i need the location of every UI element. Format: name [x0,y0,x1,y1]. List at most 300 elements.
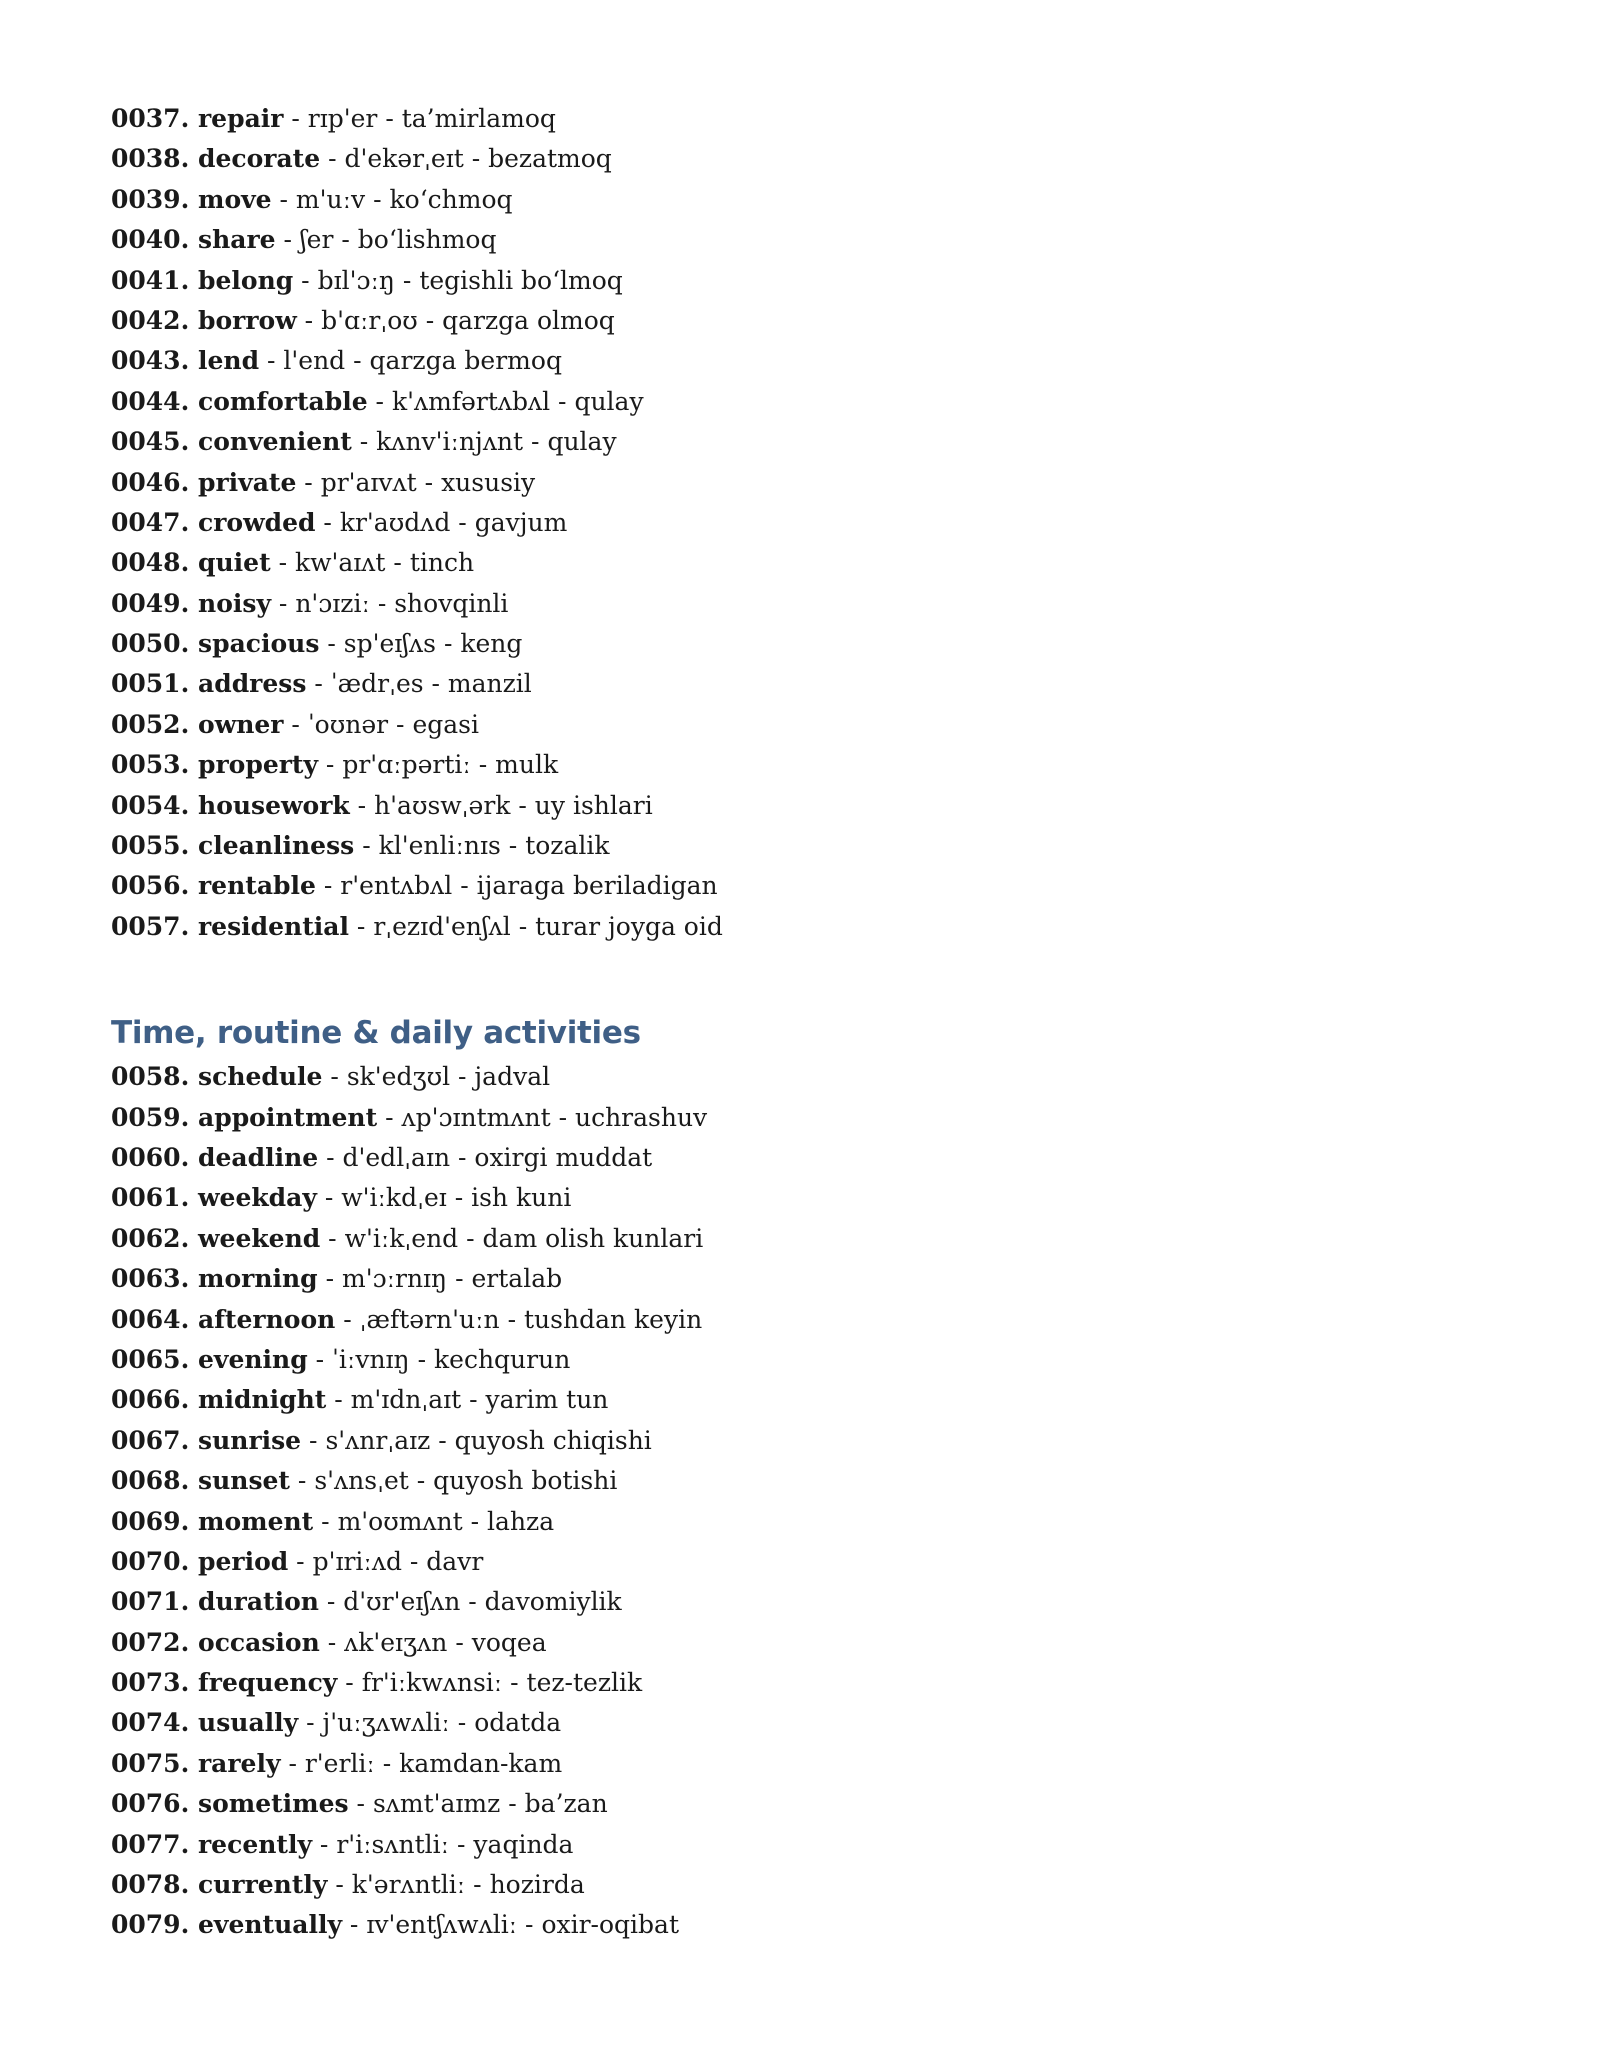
entry-translation: ijaraga beriladigan [476,871,718,901]
entry-translation: turar joyga oid [535,911,723,941]
entry-word: quiet [198,548,271,578]
separator: - [271,184,296,214]
vocab-entry [111,745,1211,785]
entry-word: occasion [198,1627,320,1657]
entry-headword [111,1103,377,1132]
entry-number: 0042. [111,305,190,335]
vocab-entry [111,1219,1211,1259]
vocab-entry [111,1300,1211,1340]
entry-translation: voqea [471,1627,547,1657]
entry-number: 0055. [111,831,190,861]
entry-pronunciation: d'ʊr'eɪʃʌn [343,1587,461,1617]
entry-headword [111,1466,290,1495]
entry-headword [111,669,306,698]
entry-number: 0075. [111,1748,190,1778]
separator: - [349,790,375,820]
separator: - [502,1668,527,1698]
entry-number: 0069. [111,1506,190,1536]
entry-word: schedule [198,1062,323,1092]
separator: - [416,467,442,497]
vocab-entry [111,1098,1211,1138]
entry-headword [111,387,368,416]
entry-number: 0076. [111,1789,190,1819]
separator: - [318,1587,344,1617]
entry-pronunciation: sp'eɪʃʌs [343,629,437,659]
entry-headword [111,185,272,214]
entry-translation: tegishli bo‘lmoq [419,265,623,295]
entry-pronunciation: b'ɑːrˌoʊ [321,305,418,335]
entry-word: moment [198,1506,314,1536]
vocab-entry [111,1623,1211,1663]
vocab-entry [111,1461,1211,1501]
entry-word: noisy [198,588,271,618]
entry-word: belong [198,265,294,295]
entry-pronunciation: w'iːkdˌeɪ [341,1183,447,1213]
separator: - [270,548,295,578]
separator: - [510,911,536,941]
entry-translation: ertalab [471,1264,563,1294]
entry-translation: xususiy [441,467,536,497]
entry-number: 0070. [111,1546,190,1576]
entry-headword [111,1628,320,1657]
entry-headword [111,1668,337,1697]
entry-translation: oxir-oqibat [541,1910,680,1940]
entry-word: weekend [198,1223,321,1253]
vocab-entry [111,1825,1211,1865]
vocab-entry [111,826,1211,866]
entry-pronunciation: ˌæftərn'uːn [359,1304,500,1334]
separator: - [319,629,344,659]
entry-pronunciation: ˈoʊnər [307,709,389,739]
entry-translation: ko‘chmoq [389,184,513,214]
vocab-entry [111,382,1211,422]
separator: - [436,629,461,659]
section-title: Time, routine & daily activities [111,1015,641,1052]
vocab-entry [111,705,1211,745]
entry-translation: dam olish kunlari [482,1223,704,1253]
entry-headword [111,1062,322,1091]
entry-translation: ba’zan [524,1789,608,1819]
separator: - [447,1264,472,1294]
vocab-entry [111,584,1211,624]
entry-translation: uy ishlari [534,790,653,820]
separator: - [296,305,322,335]
entry-pronunciation: k'ərʌntliː [351,1870,466,1900]
entry-number: 0060. [111,1142,190,1172]
entry-number: 0072. [111,1627,190,1657]
entry-headword [111,1345,308,1374]
entry-translation: quyosh botishi [433,1466,618,1496]
entry-word: address [198,669,307,699]
entry-number: 0051. [111,669,190,699]
entry-pronunciation: kʌnv'iːnjʌnt [376,427,524,457]
entry-translation: odatda [474,1708,562,1738]
entry-number: 0050. [111,629,190,659]
separator: - [296,467,321,497]
separator: - [322,1062,347,1092]
entry-number: 0040. [111,225,190,255]
vocab-entry [111,1178,1211,1218]
separator: - [316,1183,342,1213]
entry-translation: tinch [409,548,475,578]
separator: - [500,1789,525,1819]
separator: - [345,346,370,376]
entry-number: 0037. [111,104,190,133]
entry-headword [111,508,315,537]
vocab-entry [111,1057,1211,1097]
entry-number: 0045. [111,427,190,457]
entry-pronunciation: ʌp'ɔɪntmʌnt [401,1102,551,1132]
entry-word: housework [198,790,350,820]
entry-headword [111,791,350,820]
entry-pronunciation: ɪv'entʃʌwʌliː [366,1910,518,1940]
separator: - [401,1546,427,1576]
entry-headword [111,548,271,577]
entry-word: afternoon [198,1304,336,1334]
entry-headword [111,1264,318,1293]
entry-word: rarely [198,1748,281,1778]
entry-number: 0048. [111,548,190,578]
vocab-entry [111,543,1211,583]
entry-word: move [198,184,272,214]
entry-word: crowded [198,507,316,537]
entry-word: eventually [198,1910,342,1940]
entry-pronunciation: rˌezɪd'enʃʌl [373,911,511,941]
entry-translation: mulk [495,750,559,780]
entry-word: decorate [198,144,321,174]
entry-number: 0073. [111,1668,190,1698]
entry-headword [111,1143,318,1172]
entry-number: 0039. [111,184,190,214]
entry-pronunciation: s'ʌnsˌet [314,1466,409,1496]
entry-pronunciation: fr'iːkwʌnsiː [361,1668,503,1698]
entry-number: 0047. [111,507,190,537]
separator: - [409,1344,434,1374]
entry-translation: qulay [547,427,617,457]
separator: - [470,750,496,780]
vocab-entry [111,664,1211,704]
entry-word: share [198,225,276,255]
vocab-entry [111,1703,1211,1743]
separator: - [500,831,526,861]
entry-list [111,99,1211,947]
entry-pronunciation: n'ɔɪziː [295,588,370,618]
separator: - [450,507,475,537]
separator: - [311,1829,337,1859]
entry-translation: yarim tun [485,1385,609,1415]
entry-headword [111,1587,319,1616]
separator: - [317,1264,342,1294]
separator: - [430,1425,455,1455]
entry-number: 0041. [111,265,190,295]
entry-word: sunset [198,1466,290,1496]
separator: - [550,1102,575,1132]
separator: - [319,1627,345,1657]
entry-word: currently [198,1870,328,1900]
entry-headword [111,1789,349,1818]
entry-number: 0054. [111,790,190,820]
entry-word: weekday [198,1183,317,1213]
vocab-entry [111,301,1211,341]
vocab-entry [111,907,1211,947]
entry-number: 0061. [111,1183,190,1213]
entry-headword [111,306,297,335]
entry-headword [111,750,318,779]
separator: - [550,386,575,416]
entry-headword [111,1183,317,1212]
separator: - [351,427,377,457]
entry-word: residential [198,911,349,941]
entry-translation: egasi [412,709,479,739]
entry-pronunciation: l'end [283,346,346,376]
separator: - [315,871,341,901]
separator: - [307,1344,333,1374]
entry-headword [111,1507,313,1536]
separator: - [293,265,318,295]
entry-pronunciation: d'edlˌaɪn [342,1142,451,1172]
entry-pronunciation: kw'aɪʌt [294,548,386,578]
entry-headword [111,831,354,860]
separator: - [374,1748,400,1778]
separator: - [320,1223,345,1253]
entry-number: 0062. [111,1223,190,1253]
entry-translation: ish kuni [471,1183,572,1213]
entry-pronunciation: pr'aɪvʌt [320,467,417,497]
entry-translation: keng [460,629,523,659]
entry-headword [111,1305,335,1334]
entry-word: midnight [198,1385,327,1415]
entry-translation: qarzga olmoq [442,305,615,335]
separator: - [289,1466,315,1496]
vocabulary-page [111,99,1211,1946]
vocab-entry [111,1784,1211,1824]
vocab-entry [111,99,1211,139]
entry-number: 0058. [111,1062,190,1092]
entry-headword [111,1547,288,1576]
entry-translation: lahza [487,1506,555,1536]
entry-pronunciation: m'uːv [295,184,366,214]
vocab-entry [111,180,1211,220]
entry-word: repair [198,104,284,133]
separator: - [280,1748,305,1778]
entry-pronunciation: m'ɔːrnɪŋ [342,1264,448,1294]
separator: - [335,1304,360,1334]
entry-headword [111,104,283,133]
separator: - [447,1627,472,1657]
entry-pronunciation: j'uːʒʌwʌliː [322,1708,450,1738]
separator: - [354,831,379,861]
separator: - [463,144,489,174]
entry-pronunciation: kl'enliːnɪs [378,831,501,861]
entry-headword [111,1426,301,1455]
entry-word: private [198,467,297,497]
separator: - [377,1102,402,1132]
entry-number: 0071. [111,1587,190,1617]
entry-pronunciation: ʌk'eɪʒʌn [344,1627,448,1657]
vocab-entry [111,1865,1211,1905]
entry-word: period [198,1546,289,1576]
entry-number: 0052. [111,709,190,739]
entry-headword [111,1830,312,1859]
separator: - [320,144,345,174]
separator: - [458,1223,483,1253]
separator: - [523,427,548,457]
entry-word: duration [198,1587,319,1617]
entry-translation: bezatmoq [488,144,612,174]
vocab-entry [111,341,1211,381]
separator: - [388,709,413,739]
entry-translation: hozirda [489,1870,585,1900]
entry-list [111,1057,1211,1946]
entry-headword [111,225,276,254]
separator: - [270,588,296,618]
separator: - [327,1870,352,1900]
separator: - [326,1385,351,1415]
entry-pronunciation: p'ɪriːʌd [312,1546,402,1576]
entry-headword [111,427,352,456]
entry-pronunciation: m'oʊmʌnt [337,1506,463,1536]
entry-number: 0065. [111,1344,190,1374]
entry-word: sometimes [198,1789,349,1819]
entry-word: spacious [198,629,320,659]
vocab-entry [111,1582,1211,1622]
separator: - [423,669,448,699]
vocab-entry [111,866,1211,906]
entry-word: recently [198,1829,312,1859]
entry-headword [111,710,283,739]
vocab-entry [111,139,1211,179]
separator: - [450,1062,475,1092]
entry-translation: kamdan-kam [399,1748,563,1778]
entry-number: 0056. [111,871,190,901]
vocab-entry [111,1542,1211,1582]
entry-word: morning [198,1264,318,1294]
entry-translation: gavjum [474,507,568,537]
separator: - [452,871,477,901]
separator: - [275,225,300,255]
vocab-entry [111,1340,1211,1380]
entry-headword [111,1749,281,1778]
separator: - [510,790,535,820]
entry-number: 0066. [111,1385,190,1415]
entry-word: appointment [198,1102,378,1132]
entry-headword [111,871,316,900]
separator: - [288,1546,313,1576]
separator: - [317,750,343,780]
entry-pronunciation: ˈædrˌes [330,669,424,699]
entry-headword [111,1385,326,1414]
entry-number: 0074. [111,1708,190,1738]
entry-number: 0046. [111,467,190,497]
entry-number: 0063. [111,1264,190,1294]
entry-pronunciation: bɪl'ɔːŋ [317,265,395,295]
separator: - [367,386,392,416]
entry-headword [111,1708,298,1737]
separator: - [449,1708,475,1738]
separator: - [283,104,308,133]
entry-headword [111,468,296,497]
separator: - [450,1142,475,1172]
entry-translation: yaqinda [473,1829,574,1859]
entry-number: 0043. [111,346,190,376]
entry-pronunciation: pr'ɑːpərtiː [342,750,471,780]
separator: - [385,548,410,578]
entry-headword [111,346,259,375]
separator: - [283,709,308,739]
entry-number: 0078. [111,1870,190,1900]
separator: - [461,1385,486,1415]
vocab-entry [111,422,1211,462]
vocab-entry [111,786,1211,826]
entry-number: 0044. [111,386,190,416]
separator: - [465,1870,490,1900]
entry-translation: davomiylik [484,1587,622,1617]
entry-number: 0038. [111,144,190,174]
vocab-section-time [111,1009,1211,1946]
separator: - [259,346,284,376]
entry-translation: ta’mirlamoq [401,104,556,133]
entry-word: evening [198,1344,308,1374]
entry-headword [111,912,349,941]
entry-pronunciation: r'erliː [304,1748,375,1778]
entry-word: convenient [198,427,352,457]
entry-pronunciation: d'ekərˌeɪt [344,144,464,174]
entry-translation: qarzga bermoq [369,346,562,376]
vocab-entry [111,1502,1211,1542]
separator: - [313,1506,338,1536]
vocab-entry [111,1421,1211,1461]
entry-pronunciation: r'iːsʌntliː [336,1829,450,1859]
entry-translation: bo‘lishmoq [357,225,497,255]
entry-number: 0049. [111,588,190,618]
vocab-entry [111,1663,1211,1703]
separator: - [417,305,443,335]
separator: - [333,225,358,255]
separator: - [377,104,402,133]
entry-translation: uchrashuv [574,1102,708,1132]
separator: - [348,911,374,941]
entry-pronunciation: sʌmt'aɪmz [372,1789,501,1819]
vocab-section-housing [111,99,1211,947]
entry-word: rentable [198,871,316,901]
entry-translation: qulay [574,386,644,416]
entry-headword [111,144,320,173]
entry-translation: davr [426,1546,484,1576]
entry-number: 0053. [111,750,190,780]
entry-translation: kechqurun [434,1344,571,1374]
entry-translation: tushdan keyin [524,1304,703,1334]
entry-word: deadline [198,1142,319,1172]
entry-number: 0057. [111,911,190,941]
vocab-entry [111,463,1211,503]
separator: - [462,1506,488,1536]
separator: - [369,588,395,618]
entry-translation: tozalik [525,831,610,861]
entry-headword [111,629,319,658]
entry-pronunciation: ʃer [299,225,334,255]
entry-pronunciation: kr'aʊdʌd [339,507,451,537]
entry-headword [111,266,293,295]
entry-word: usually [198,1708,299,1738]
separator: - [460,1587,485,1617]
separator: - [446,1183,472,1213]
separator: - [341,1910,367,1940]
entry-number: 0068. [111,1466,190,1496]
entry-translation: oxirgi muddat [474,1142,653,1172]
entry-pronunciation: r'entʌbʌl [340,871,453,901]
separator: - [499,1304,524,1334]
entry-headword [111,1870,327,1899]
